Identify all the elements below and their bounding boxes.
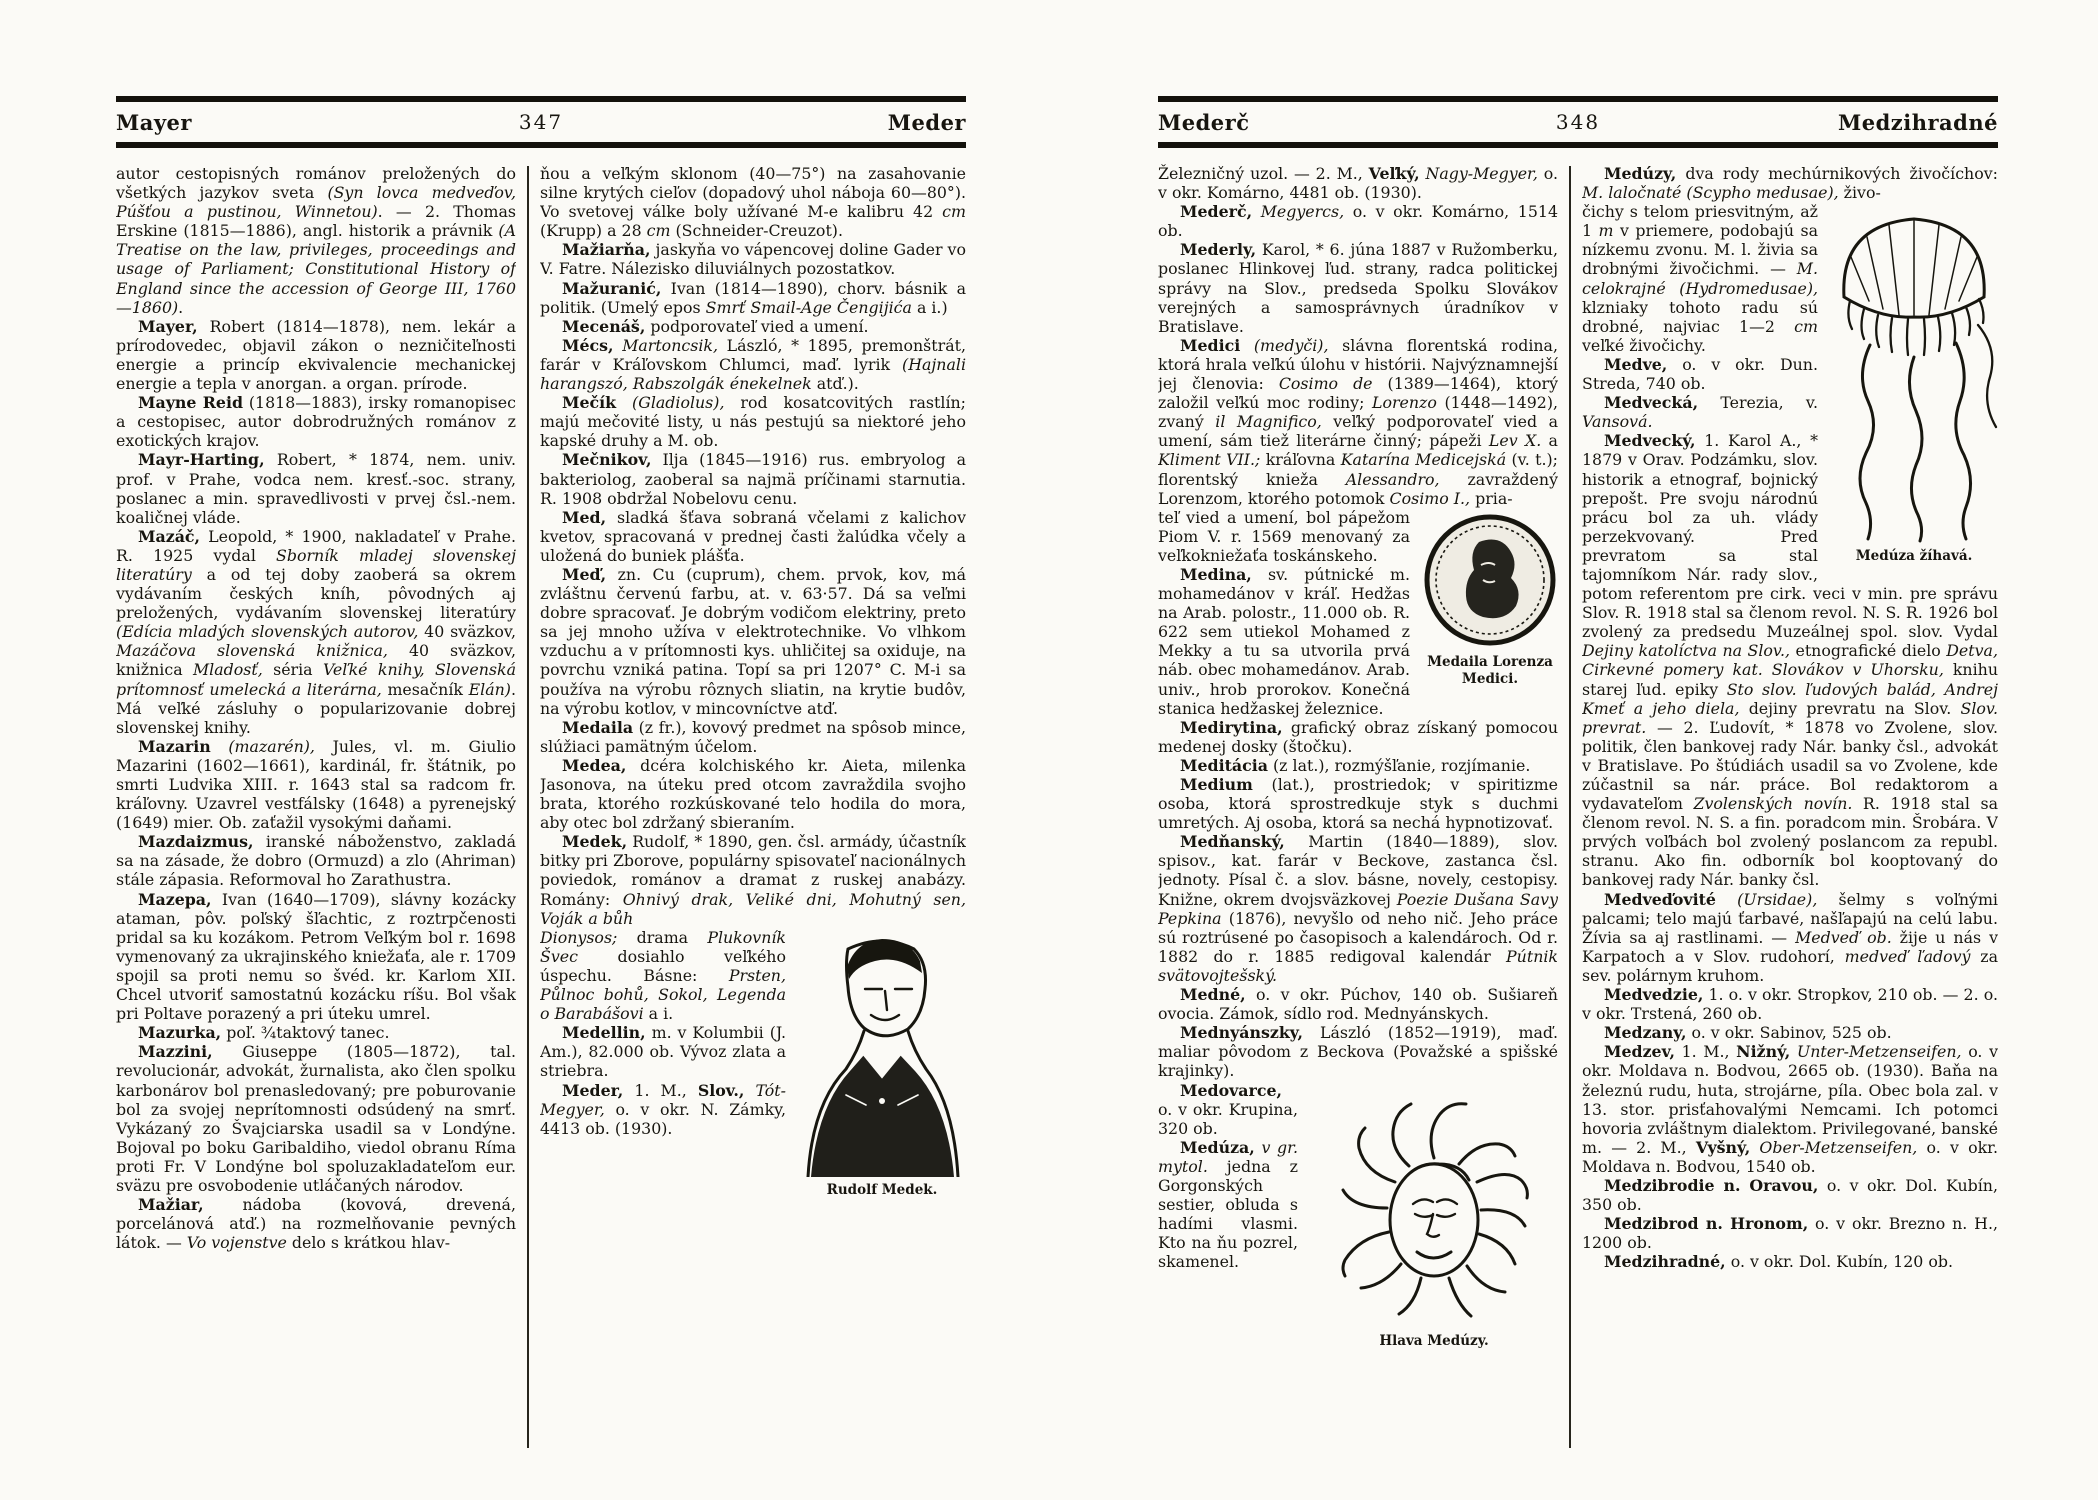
entry-paragraph: Mazarin (mazarén), Jules, vl. m. Giulio Mazarini (1602—1661), kardinál, fr. štátnik, po smrti Ludvika XIII. r. 1643 stal sa radcom fr. kráľovny. Uzavrel vestfálsky (1648) a pyrenejský (1649) mier. Ob. zaťažil vysokými daňami. <box>116 736 516 833</box>
continuation-paragraph: Železničný uzol. — 2. M., Veľký, Nagy-Megyer, o. v okr. Komárno, 4481 ob. (1930). <box>1158 164 1558 203</box>
column-1 <box>116 164 516 1500</box>
header-rule-bottom <box>1158 142 1998 148</box>
portrait-engraving <box>798 931 966 1177</box>
entry-paragraph: Medzev, 1. M., Nižný, Unter-Metzenseifen, o. v okr. Moldava n. Bodvou, 2665 ob. (1930). Baňa na železnú rudu, huta, strojárne, píla. Obec bola zal. v 13. stor. prisťahovalými Nemcami. Ich potomci hovoria zvláštnym dialektom. Privilegované, banské m. — 2. M., Vyšný, Ober-Metzenseifen, o. v okr. Moldava n. Bodvou, 1540 ob. <box>1582 1042 1998 1176</box>
continuation-paragraph: Dionysos; drama Plukovník Švec dosiahlo veľkého úspechu. Básne: Prsten, Půlnoc bohů, Sokol, Legenda o Barabášovi a i. <box>540 927 786 1024</box>
entry-paragraph: Mecenáš, podporovateľ vied a umení. <box>562 316 869 336</box>
hlava-meduzy-caption: Hlava Medúzy. <box>1379 1332 1489 1349</box>
header-word-left: Mederč <box>1158 109 1250 135</box>
entry-paragraph: Medea, dcéra kolchiského kr. Aieta, milenka Jasonova, na úteku pred otcom zavraždila svojho brata, ktorého rozkúskované telo hodila do mora, aby otec bol zdržaný sbieraním. <box>540 755 966 833</box>
header-word-left: Mayer <box>116 109 192 135</box>
entry-paragraph: Medzibrodie n. Oravou, o. v okr. Dol. Kubín, 350 ob. <box>1582 1175 1998 1215</box>
entry-paragraph: Medzany, o. v okr. Sabinov, 525 ob. <box>1604 1023 1892 1043</box>
header-word-right: Meder <box>887 109 966 135</box>
rudolf-medek-portrait <box>798 931 966 1199</box>
entry-paragraph: Medovarce, o. v okr. Krupina, 320 ob. <box>1158 1080 1298 1138</box>
medusa-engraving <box>1310 1084 1558 1328</box>
entry-paragraph: Mečík (Gladiolus), rod kosatcovitých rastlín; majú mečovité listy, u nás pestujú sa niektoré jeho kapské druhy a M. ob. <box>540 393 966 451</box>
entry-paragraph: Medaila (z fr.), kovový predmet na spôsob mince, slúžiaci pamätným účelom. <box>540 717 966 756</box>
rudolf-medek-portrait-caption: Rudolf Medek. <box>826 1181 938 1198</box>
column-divider <box>1569 166 1571 1448</box>
meduza-zihava-caption: Medúza žíhavá. <box>1855 548 1973 565</box>
column-divider <box>527 166 529 1448</box>
entry-paragraph: Medné, o. v okr. Púchov, 140 ob. Sušiareň ovocia. Zámok, sídlo rod. Mednyánskych. <box>1158 985 1558 1024</box>
entry-paragraph: Mazzini, Giuseppe (1805—1872), tal. revolucionár, advokát, žurnalista, ako člen spolku karbonárov bol prenasledovaný; pre poburovanie bol za svojej neprítomnosti odsúdený na smrť. Vykázaný zo Švajciarska usadil sa v Londýne. Bojoval po boku Garibaldiho, viedol obranu Ríma proti Fr. V Londýne bol spoluzakladateľom eur. sväzu pre osvobodenie utláčaných národov. <box>116 1042 516 1195</box>
entry-paragraph: Mažuranić, Ivan (1814—1890), chorv. básnik a politik. (Umelý epos Smrť Smail-Age Čengijića a i.) <box>540 278 966 317</box>
page-number: 347 <box>518 110 564 134</box>
entry-paragraph: Medzihradné, o. v okr. Dol. Kubín, 120 ob. <box>1604 1252 1953 1272</box>
entry-paragraph: Medina, sv. pútnické m. mohamedánov v kráľ. Hedžas na Arab. polostr., 11.000 ob. R. 622 sem utiekol Mohamed z Mekky a tu sa utvorila prvá náb. obec mohamedánov. Arab. univ., hrob prorokov. Konečná stanica hedžaskej železnice. <box>1158 564 1410 718</box>
entry-paragraph: Mednyánszky, László (1852—1919), maď. maliar pôvodom z Beckova (Považské a spišské krajinky). <box>1158 1023 1558 1081</box>
entry-paragraph: Mazepa, Ivan (1640—1709), slávny kozácky ataman, pôv. poľský šľachtic, z roztrpčenosti pridal sa ku kozákom. Petrom Veľkým bol r. 1698 vymenovaný za ukrajinského kniežaťa, ale r. 1709 spojil sa proti nemu so švéd. kr. Karlom XII. Chcel utvoriť samostatnú kozácku ríšu. Bol však pri Poltave porazený a pri úteku umrel. <box>116 889 516 1024</box>
entry-paragraph: Meder, 1. M., Slov., Tót-Megyer, o. v okr. N. Zámky, 4413 ob. (1930). <box>540 1080 786 1138</box>
entry-paragraph: Mayer, Robert (1814—1878), nem. lekár a prírodovedec, objavil zákon o nezničiteľnosti energie a princíp ekvivalencie mechanickej energie a tepla v anorgan. a organ. prírode. <box>116 316 516 394</box>
continuation-paragraph: čichy s telom priesvitným, až 1 m v priemere, podobajú sa nízkemu zvonu. M. l. živia sa drobnými živočichmi. — M. celokrajné (Hydromedusae), klzniaky tohoto radu sú drobné, najviac 1—2 cm veľké živočichy. <box>1582 202 1818 355</box>
entry-paragraph: Medve, o. v okr. Dun. Streda, 740 ob. <box>1582 354 1818 394</box>
continuation-paragraph: ňou a veľkým sklonom (40—75°) na zasahovanie silne krytých cieľov (dopadový uhol náboja 60—80°). Vo svetovej válke boly užívané M-e kalibru 42 cm (Krupp) a 28 cm (Schneider-Creuzot). <box>540 164 966 241</box>
entry-paragraph: Meď, zn. Cu (cuprum), chem. prvok, kov, má zvláštnu červenú farbu, at. v. 63·57. Dá sa veľmi dobre spracovať. Je dobrým vodičom elektriny, preto sa jej mnoho užíva v elektrotechnike. Vo vlhkom vzduchu a v prítomnosti kys. uhličitej sa oxiduje, na povrchu vzniká patina. Topí sa pri 1207° C. M-i sa používa na výrobu rôznych sliatin, na krytie budôv, na výrobu kotlov, v mincovníctve atď. <box>540 564 966 718</box>
entry-paragraph: Medzibrod n. Hronom, o. v okr. Brezno n. H., 1200 ob. <box>1582 1214 1998 1253</box>
entry-paragraph: Mažiar, nádoba (kovová, drevená, porcelánová atď.) na rozmelňovanie pevných látok. — Vo vojenstve delo s krátkou hlav- <box>116 1195 516 1253</box>
entry-paragraph: Medúza, v gr. mytol. jedna z Gorgonských sestier, obluda s hadími vlasmi. Kto na ňu pozrel, skamenel. <box>1158 1137 1298 1272</box>
entry-paragraph: Med, sladká šťava sobraná včelami z kalichov kvetov, spracovaná v prednej časti žalúdka včely a uložená do buniek plášťa. <box>540 507 966 565</box>
entry-paragraph: Mazurka, poľ. ¾taktový tanec. <box>138 1023 390 1043</box>
meduza-zihava <box>1830 205 1998 565</box>
entry-paragraph: Medici (medyči), slávna florentská rodina, ktorá hrala veľkú úlohu v histórii. Najvýznamnejší jej členovia: Cosimo de (1389—1464), ktorý založil veľkú moc rodiny; Lorenzo (1448—1492), zvaný il Magnifico, veľký podporovateľ vied a umení, sám tiež literárne činný; pápeži Lev X. a Kliment VII.; kráľovna Katarína Medicejská (v. t.); florentský knieža Alessandro, zavraždený Lorenzom, ktorého potomok Cosimo I., pria- <box>1158 335 1558 508</box>
entry-paragraph: Meditácia (z lat.), rozmýšľanie, rozjímanie. <box>1180 755 1531 775</box>
continuation-paragraph: teľ vied a umení, bol pápežom Piom V. r. 1569 menovaný za veľkokniežaťa toskánskeho. <box>1158 507 1410 565</box>
page-348 <box>1158 96 1998 1500</box>
header-rule-bottom <box>116 142 966 148</box>
jellyfish-engraving <box>1830 205 1998 543</box>
entry-paragraph: Medňanský, Martin (1840—1889), slov. spisov., kat. farár v Beckove, zastanca čsl. jednoty. Písal č. a slov. básne, novely, cestopisy. Knižne, okrem dvojsväzkovej Poezie Dušana Savy Pepkina (1876), nevyšlo od neho nič. Jeho práce sú roztrúsené po časopisoch a kalendároch. Od r. 1882 do r. 1885 redigoval kalendár Pútnik svätovojtešský. <box>1158 832 1558 985</box>
entry-paragraph: Mécs, Martoncsik, László, * 1895, premonštrát, farár v Kráľovskom Chlumci, maď. lyrik (Hajnali harangszó, Rabszolgák énekelnek atď.). <box>540 335 966 394</box>
text-columns <box>1158 164 1998 1500</box>
entry-paragraph: Medúzy, dva rody mechúrnikových živočíchov: M. laločnaté (Scypho medusae), živo- <box>1582 164 1998 203</box>
entry-paragraph: Medirytina, grafický obraz získaný pomocou medenej dosky (štočku). <box>1158 717 1558 756</box>
medaila-lorenza-medici-caption: Medaila Lorenza Medici. <box>1427 653 1553 687</box>
text-columns <box>116 164 966 1500</box>
hlava-meduzy <box>1310 1084 1558 1350</box>
entry-paragraph: Medellin, m. v Kolumbii (J. Am.), 82.000 ob. Vývoz zlata a striebra. <box>540 1023 786 1081</box>
running-header <box>116 102 966 142</box>
entry-paragraph: Medveďovité (Ursidae), šelmy s voľnými palcami; telo majú ťarbavé, našľapajú na celú labu. Žívia sa aj rastlinami. — Medveď ob. žije u nás v Karpatoch a v Slov. rudohorí, medveď ľadový za sev. polárnym kruhom. <box>1582 889 1998 985</box>
continuation-paragraph: autor cestopisných románov preložených do všetkých jazykov sveta (Syn lovca medveďov, Púšťou a pustinou, Winnetou). — 2. Thomas Erskine (1815—1886), angl. historik a právnik (A Treatise on the law, privileges, proceedings and usage of Parliament; Constitutional History of England since the accession of George III, 1760—1860). <box>116 164 516 317</box>
medal-engraving <box>1422 511 1558 649</box>
entry-paragraph: Mazáč, Leopold, * 1900, nakladateľ v Prahe. R. 1925 vydal Sborník mladej slovenskej literatúry a od tej doby zaoberá sa okrem vydávaním českých kníh, pôvodných aj preložených, vydávaním slovenskej literatúry (Edícia mladých slovenských autorov, 40 sväzkov, Mazáčova slovenská knižnica, 40 sväzkov, knižnica Mladosť, séria Veľké knihy, Slovenská prítomnosť umelecká a literárna, mesačník Elán). Má veľké zásluhy o popularizovanie dobrej slovenskej knihy. <box>116 526 516 737</box>
medaila-lorenza-medici <box>1422 511 1558 688</box>
running-header <box>1158 102 1998 142</box>
column-2 <box>540 164 966 1500</box>
entry-paragraph: Medium (lat.), prostriedok; v spiritizme osoba, ktorá sprostredkuje styk s duchmi umretých. Aj osoba, ktorá sa nechá hypnotizovať. <box>1158 775 1558 833</box>
entry-paragraph: Mayr-Harting, Robert, * 1874, nem. univ. prof. v Prahe, vodca nem. kresť.-soc. strany, poslanec a min. spravedlivosti v prvej čsl.-nem. koaličnej vláde. <box>116 450 516 527</box>
header-word-right: Medzihradné <box>1838 109 1998 135</box>
column-4 <box>1582 164 1998 1500</box>
entry-paragraph: Medvecká, Terezia, v. Vansová. <box>1582 393 1818 432</box>
column-3 <box>1158 164 1558 1500</box>
entry-paragraph: Mederč, Megyercs, o. v okr. Komárno, 1514 ob. <box>1158 202 1558 241</box>
entry-paragraph: Mažiarňa, jaskyňa vo vápencovej doline Gader vo V. Fatre. Nálezisko diluviálnych pozostatkov. <box>540 240 966 279</box>
page-number: 348 <box>1555 110 1601 134</box>
entry-paragraph: Mazdaizmus, iranské náboženstvo, zakladá sa na zásade, že dobro (Ormuzd) a zlo (Ahriman) stále zápasia. Reformoval ho Zarathustra. <box>116 832 516 890</box>
page-347 <box>116 96 966 1500</box>
entry-paragraph: Medvedzie, 1. o. v okr. Stropkov, 210 ob. — 2. o. v okr. Trstená, 260 ob. <box>1582 985 1998 1024</box>
entry-paragraph: Mayne Reid (1818—1883), irsky romanopisec a cestopisec, autor dobrodružných románov z exotických krajov. <box>116 393 516 451</box>
entry-paragraph: Mederly, Karol, * 6. júna 1887 v Ružomberku, poslanec Hlinkovej ľud. strany, radca politickej správy na Slov., predseda Spolku Slovákov verejných a samosprávnych úradníkov v Bratislave. <box>1158 240 1558 336</box>
entry-paragraph: Mečnikov, Ilja (1845—1916) rus. embryolog a bakteriolog, zaoberal sa najmä príčinami starnutia. R. 1908 obdržal Nobelovu cenu. <box>540 450 966 508</box>
entry-paragraph: Medek, Rudolf, * 1890, gen. čsl. armády, účastník bitky pri Zborove, populárny spisovateľ nacionálnych poviedok, románov a dramat z ruskej anabázy. Romány: Ohnivý drak, Veliké dni, Mohutný sen, Voják a bůh <box>540 832 966 928</box>
entry-paragraph: Medvecký, 1. Karol A., * 1879 v Orav. Podzámku, slov. historik a etnograf, bojnický prepošt. Pre svoju národnú prácu bol za uh. vlády perzekvovaný. Pred prevratom sa stal tajomníkom Nár. rady slov., potom referentom pre cirk. veci v min. pre správu Slov. R. 1918 stal sa členom revol. N. S. R. 1926 bol zvolený za predsedu Muzeálnej spol. slov. Vydal Dejiny katolíctva na Slov., etnografické dielo Detva, Cirkevné pomery kat. Slovákov v Uhorsku, knihu starej ľud. epiky Sto slov. ľudových balád, Andrej Kmeť a jeho diela, dejiny prevratu na Slov. Slov. prevrat. — 2. Ľudovít, * 1878 vo Zvolene, slov. politik, člen bankovej rady Nár. banky čsl., advokát v Bratislave. Po štúdiách usadil sa vo Zvolene, kde zúčastnil sa nár. práce. Bol redaktorom a vydavateľom Zvolenských novín. R. 1918 stal sa členom revol. N. S. a fin. poradcom min. Šrobára. V prvých voľbách bol zvolený poslancom za republ. stranu. Ako fin. odborník bol kooptovaný do bankovej rady Nár. banky čsl. <box>1582 431 1998 890</box>
